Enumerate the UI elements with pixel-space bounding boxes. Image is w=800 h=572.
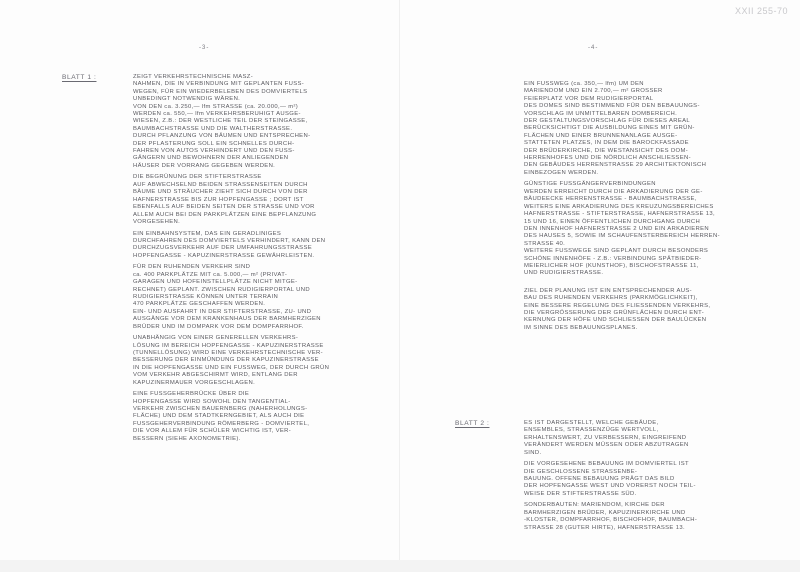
blatt-1-label: BLATT 1 : [62, 74, 97, 81]
paragraph: UNABHÄNGIG VON EINER GENERELLEN VERKEHRS- LÖSUNG IM BEREICH HOPFENGASSE - KAPUZINERSTRASSE (TUNNELLÖSUNG) WIRD EINE VERKEHRSTECHNISCHE VER- BESSERUNG DER EINMÜNDUNG DER KAPUZINERSTRASSE IN DIE HOPFENGASSE UND EIN FUSSWEG, DER DURCH GRÜN VOM VERKEHR ABGESCHIRMT WIRD, ENTLANG DER KAPUZINERMAUER VORGESCHLAGEN. [133, 335, 330, 386]
paper-edge [0, 560, 800, 572]
left-page-text [133, 74, 373, 447]
paragraph: EIN EINBAHNSYSTEM, DAS EIN GERADLINIGES DURCHFAHREN DES DOMVIERTELS VERHINDERT, KANN DEN DURCHZUGSVERKEHR AUF DER UMFAHRUNGSSTRASSE HOPFENGASSE - KAPUZINERSTRASSE GEWÄHRLEISTEN. [133, 230, 326, 259]
blatt-2-label: BLATT 2 : [455, 420, 490, 427]
right-page-text-top [524, 81, 764, 336]
paragraph: DIE VORGESEHENE BEBAUUNG IM DOMVIERTEL IST DIE GESCHLOSSENE STRASSENBE- BAUUNG. OFFENE BEBAUUNG PRÄGT DAS BILD DER HOPFENGASSE WEST UND VORERST NOCH TEIL- WEISE DER STIFTERSTRASSE SÜD. [524, 461, 696, 497]
paragraph: DIE BEGRÜNUNG DER STIFTERSTRASSE AUF ABWECHSELND BEIDEN STRASSENSEITEN DURCH BÄUME UND STRÄUCHER ZIEHT SICH DURCH VON DER HAFNERSTRASSE BIS ZUR HOPFENGASSE ; DORT IST EBENFALLS AUF BEIDEN SEITEN DER STRASSE UND VOR ALLEM AUCH BEI DEN PARKPLÄTZEN EINE BEPFLANZUNG VORGESEHEN. [133, 174, 317, 225]
right-page-text-bottom [524, 420, 764, 536]
paragraph: SONDERBAUTEN: MARIENDOM, KIRCHE DER BARMHERZIGEN BRÜDER, KAPUZINERKIRCHE UND -KLOSTER, DOMPFARRHOF, BISCHOFHOF, BAUMBACH- STRASSE 28 (GUTER HIRTE), HAFNERSTRASSE 13. [524, 502, 698, 531]
page-fold [399, 0, 400, 572]
paragraph: EIN FUSSWEG (ca. 350,— lfm) UM DEN MARIENDOM UND EIN 2.700,— m² GROSSER FEIERPLATZ VOR DEM RUDIGIERPORTAL DES DOMES SIND BESTIMMEND FÜR DEN BEBAUUNGS- VORSCHLAG IM UNMITTELBAREN DOMBEREICH. DER GESTALTUNGSVORSCHLAG FÜR DIESES AREAL BERÜCKSICHTIGT DIE AUSBILDUNG EINES MIT GRÜN- FLÄCHEN UND EINER BRUNNENANLAGE AUSGE- STATTETEN PLATZES, IN DEM DIE BAROCKFASSADE DER BRÜDERKIRCHE, DIE WESTANSICHT DES DOM- HERRENHOFES UND DIE NÖRDLICH ANSCHLIESSEN- DEN GEBÄUDES HERRENSTRASSE 29 ARCHITEKTONISCH EINBEZOGEN WERDEN. [524, 81, 707, 176]
paragraph: FÜR DEN RUHENDEN VERKEHR SIND ca. 400 PARKPLÄTZE MIT ca. 5.000,— m² (PRIVAT- GARAGEN UND HOFEINSTELLPLÄTZE NICHT MITGE- RECHNET) GEPLANT. ZWISCHEN RUDIGIERPORTAL UND RUDIGIERSTRASSE KÖNNEN UNTER TERRAIN 470 PARKPLÄTZE GESCHAFFEN WERDEN. EIN- UND AUSFAHRT IN DER STIFTERSTRASSE, ZU- UND AUSGÄNGE VOR DEM KRANKENHAUS DER BARMHERZIGEN BRÜDER UND IM DOMPARK VOR DEM DOMPFARRHOF. [133, 264, 321, 330]
paragraph: ES IST DARGESTELLT, WELCHE GEBÄUDE, ENSEMBLES, STRASSENZÜGE WERTVOLL, ERHALTENSWERT, ZU VERBESSERN, EINGREIFEND VERÄNDERT WERDEN MÜSSEN ODER ABZUTRAGEN SIND. [524, 420, 689, 456]
paragraph: ZEIGT VERKEHRSTECHNISCHE MASZ- NAHMEN, DIE IN VERBINDUNG MIT GEPLANTEN FUSS- WEGEN, FÜR EIN WIEDERBELEBEN DES DOMVIERTELS UNBEDINGT NOTWENDIG WÄREN. VON DEN ca. 3.250,— lfm STRASSE (ca. 20.000,— m²) WERDEN ca. 550,— lfm VERKEHRSBERUHIGT AUSGE- WIESEN, Z.B.: DER WESTLICHE TEIL DER STEINGASSE, BAUMBACHSTRASSE UND DIE WALTHERSTRASSE. DURCH PFLANZUNG VON BÄUMEN UND ENTSPRECHEN- DER PFLASTERUNG SOLL EIN SCHNELLES DURCH- FAHREN VON AUTOS VERHINDERT UND DEN FUSS- GÄNGERN UND BEWOHNERN DER ANLIEGENDEN HÄUSER DER VORRANG GEGEBEN WERDEN. [133, 74, 311, 169]
paragraph: ZIEL DER PLANUNG IST EIN ENTSPRECHENDER AUS- BAU DES RUHENDEN VERKEHRS (PARKMÖGLICHKEIT), EINE BESSERE REGELUNG DES FLIESSENDEN VERKEHRS, DIE VERGRÖSSERUNG DER GRÜNFLÄCHEN DURCH ENT- KERNUNG DER HÖFE UND SCHLIESSEN DER BAULÜCKEN IM SINNE DES BEBAUUNGSPLANES. [524, 287, 711, 331]
paragraph: EINE FUSSGEHERBRÜCKE ÜBER DIE HOPFENGASSE WIRD SOWOHL DEN TANGENTIAL- VERKEHR ZWISCHEN BAUERNBERG (NAHERHOLUNGS- FLÄCHE) UND DEM STADTKERNGEBIET, ALS AUCH DIE FUSSGEHERVERBINDUNG RÖMERBERG - DOMVIERTEL, DIE VOR ALLEM FÜR SCHÜLER WICHTIG IST, VER- BESSERN (SIEHE AXONOMETRIE). [133, 391, 310, 442]
page-number-right: -4- [588, 45, 599, 51]
archive-stamp: XXII 255-70 [734, 6, 788, 16]
paragraph: GÜNSTIGE FUSSGÄNGERVERBINDUNGEN WERDEN ERREICHT DURCH DIE ARKADIERUNG DER GE- BÄUDEECKE HERRENSTRASSE - BAUMBACHSTRASSE, WEITERS EINE ARKADIERUNG DES KREUZUNGSBEREICHES HAFNERSTRASSE - STIFTERSTRASSE, HAFNERSTRASSE 13, 15 UND 16, EINEN ÖFFENTLICHEN DURCHGANG DURCH DEN INNENHOF HAFNERSTRASSE 2 UND EIN ARKADIEREN DES HAUSES 5, SOWIE IM SCHAUFENSTERBEREICH HERREN- STRASSE 40. WEITERE FUSSWEGE SIND GEPLANT DURCH BESONDERS SCHÖNE INNENHÖFE - Z.B.: VERBINDUNG SPÄTBIEDER- MEIERLICHER HOF (KUNSTHOF), BISCHOFSTRASSE 11, UND RUDIGIERSTRASSE. [524, 181, 720, 277]
page-number-left: -3- [199, 45, 210, 51]
